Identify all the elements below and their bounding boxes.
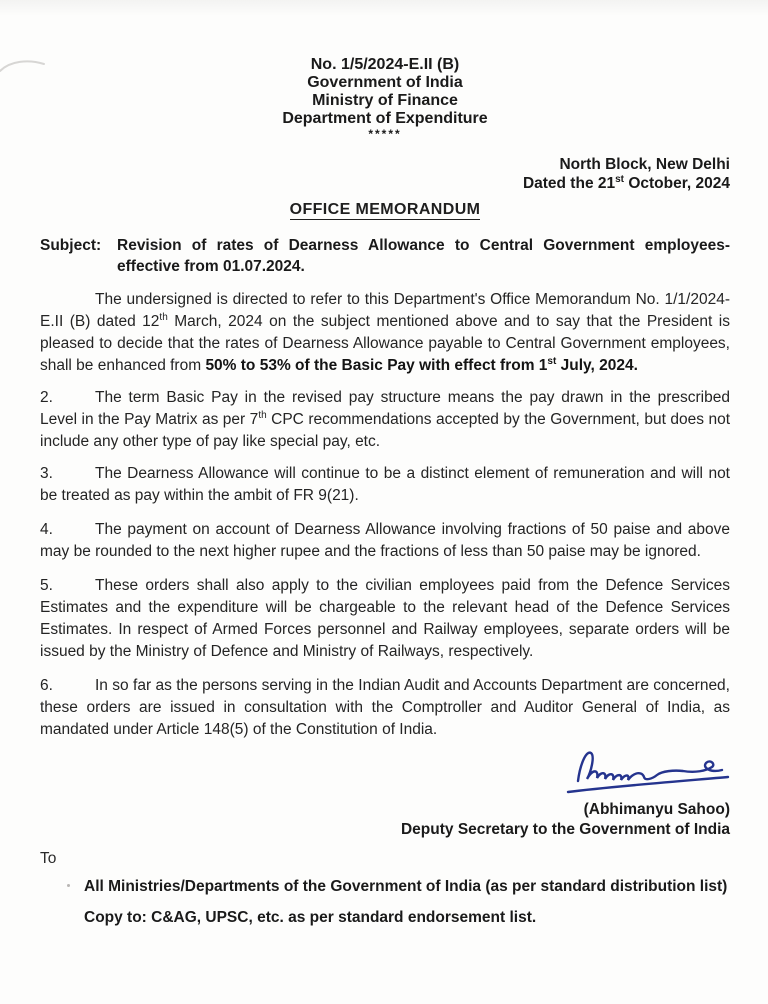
org-name: Government of India xyxy=(307,74,463,91)
handwritten-signature xyxy=(562,743,734,795)
paragraph-2-number: 2. xyxy=(40,389,53,406)
reference-number: No. 1/5/2024-E.II (B) xyxy=(310,56,460,73)
paragraph-6: 6. In so far as the persons serving in the Indian Audit and Accounts Department are concerned, these orders are issued in consultation with the Comptroller and Auditor General of India, as mandated under Article 148(5) of the Constitution of India. xyxy=(40,677,730,738)
scan-artifact-dot xyxy=(67,884,70,887)
date-line: Dated the 21st October, 2024 xyxy=(522,173,730,192)
signatory-name: (Abhimanyu Sahoo) xyxy=(583,801,730,818)
copy-to-line: Copy to: C&AG, UPSC, etc. as per standard endorsement list. xyxy=(84,909,537,926)
place-date-block xyxy=(40,155,730,193)
scan-artifact-mark xyxy=(0,55,48,79)
place-line: North Block, New Delhi xyxy=(559,156,730,173)
paragraph-1: The undersigned is directed to refer to this Department's Office Memorandum No. 1/1/2024-E.II (B) dated 12th March, 2024 on the subject mentioned above and to say that the President is pleased to decide that the rates of Dearness Allowance payable to Central Government employees, shall be enhanced from 50% to 53% of the Basic Pay with effect from 1st July, 2024. xyxy=(40,291,730,374)
paragraph-2: 2. The term Basic Pay in the revised pay structure means the pay drawn in the prescribed Level in the Pay Matrix as per 7th CPC recommendations accepted by the Government, but does not include any other type of pay like special pay, etc. xyxy=(40,389,731,450)
department-name: Department of Expenditure xyxy=(282,110,488,127)
paragraph-6-number: 6. xyxy=(40,677,53,694)
paragraph-3-number: 3. xyxy=(40,465,53,482)
letterhead-separator-stars: ***** xyxy=(368,127,402,141)
ministry-name: Ministry of Finance xyxy=(312,92,458,109)
signature-block xyxy=(40,743,730,840)
paragraph-5: 5. These orders shall also apply to the civilian employees paid from the Defence Services Estimates and the expenditure will be chargeable to the relevant head of the Defence Services Estimates. In respect of Armed Forces personnel and Railway employees, separate orders will be issued by the Ministry of Defence and Ministry of Railways, respectively. xyxy=(40,577,730,660)
subject-label: Subject: xyxy=(40,237,102,254)
paragraph-4-number: 4. xyxy=(40,521,53,538)
subject-block xyxy=(40,235,730,277)
recipient-line: All Ministries/Departments of the Government of India (as per standard distribution list) xyxy=(84,876,730,897)
paragraph-5-number: 5. xyxy=(40,577,53,594)
letterhead xyxy=(40,56,730,141)
paragraph-3: 3. The Dearness Allowance will continue to be a distinct element of remuneration and will not be treated as pay within the ambit of FR 9(21). xyxy=(40,465,730,504)
to-label: To xyxy=(40,850,57,867)
subject-text: Revision of rates of Dearness Allowance to Central Government employees-effective from 01.07.2024. xyxy=(117,237,730,275)
document-title: OFFICE MEMORANDUM xyxy=(289,201,481,218)
paragraph-4: 4. The payment on account of Dearness Allowance involving fractions of 50 paise and above may be rounded to the next higher rupee and the fractions of less than 50 paise may be ignored. xyxy=(40,521,730,560)
signatory-designation: Deputy Secretary to the Government of India xyxy=(400,821,730,838)
